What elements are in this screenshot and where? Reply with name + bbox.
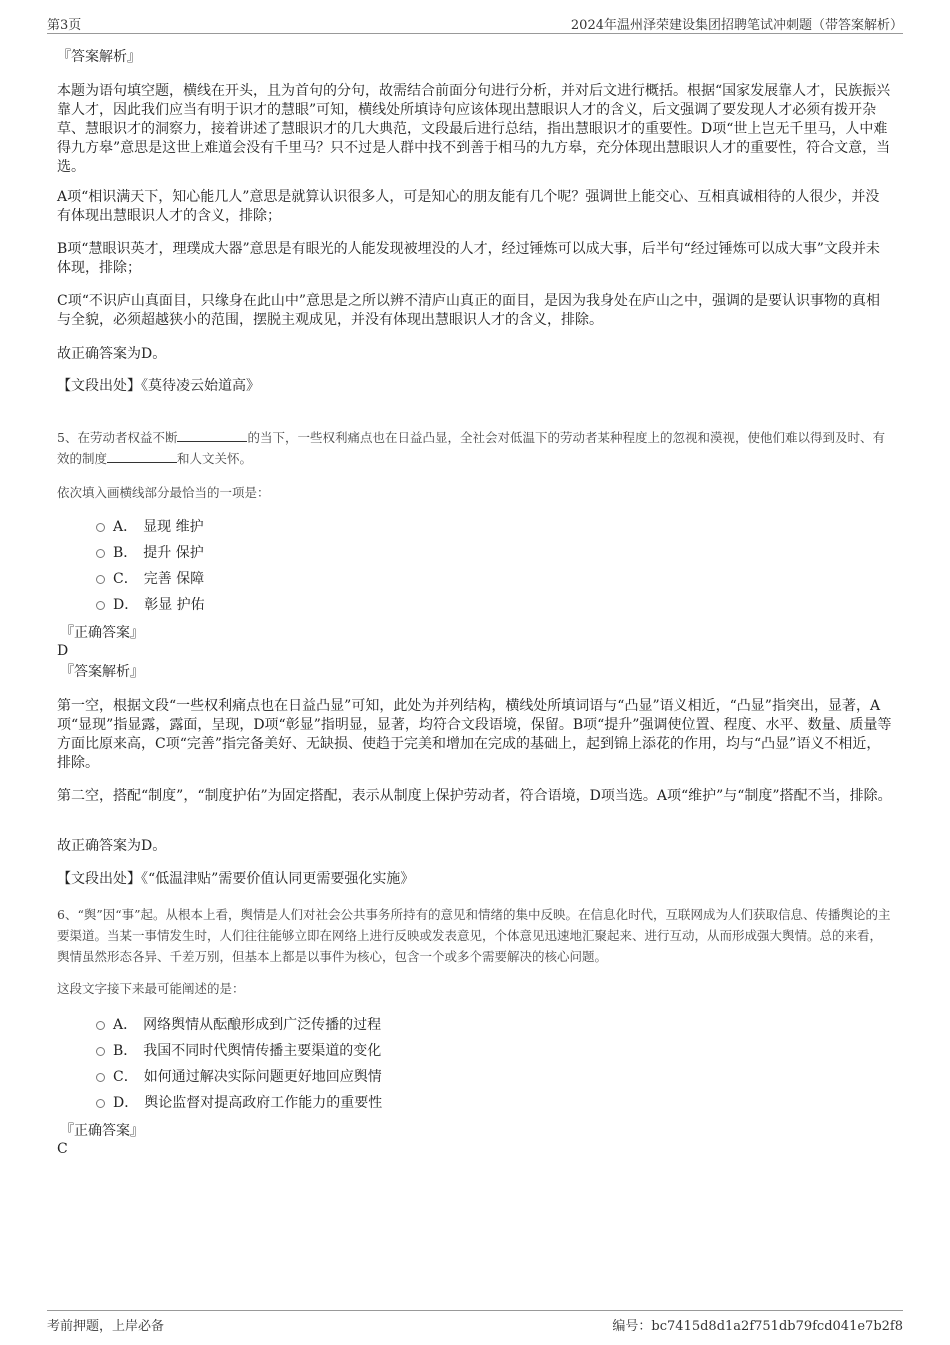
option-letter: A． (113, 1017, 138, 1033)
radio-icon[interactable] (96, 549, 105, 558)
option-b[interactable] (96, 544, 796, 562)
option-letter: A． (113, 519, 138, 535)
footer-slogan: 考前押题，上岸必备 (47, 1319, 165, 1334)
analysis-option-b: B项“慧眼识英才，理璞成大器”意思是有眼光的人能发现被埋没的人才，经过锤炼可以成大事，后半句“经过锤炼可以成大事”文段并未体现，排除； (57, 241, 880, 276)
analysis-paragraph: 第一空，根据文段“一些权利痛点也在日益凸显”可知，此处为并列结构，横线处所填词语与“凸显”语义相近，“凸显”指突出，显著，A项“显现”指显露，露面，呈现，D项“彰显”指明显，显著，均符合文段语境，保留。B项“提升”强调使位置、程度、水平、数量、质量等方面比原来高，C项“完善”指完备美好、无缺损、使趋于完美和增加在完成的基础上，起到锦上添花的作用，均与“凸显”语义不相近，排除。 (57, 698, 892, 771)
question-stem: 6、“舆”因“事”起。从根本上看，舆情是人们对社会公共事务所持有的意见和情绪的集中反映。在信息化时代，互联网成为人们获取信息、传播舆论的主要渠道。当某一事情发生时，人们往往能够立即在网络上进行反映或发表意见，个体意见迅速地汇聚起来、进行互动，从而形成强大舆情。总的来看，舆情虽然形态各异、千差万别，但基本上都是以事件为核心，包含一个或多个需要解决的核心问题。 (57, 907, 891, 964)
analysis-label: 『答案解析』 (57, 49, 141, 65)
option-text: 我国不同时代舆情传播主要渠道的变化 (143, 1043, 382, 1059)
question-stem (57, 427, 893, 469)
option-text: 提升 保护 (143, 545, 204, 561)
source-citation: 【文段出处】《莫待凌云始道高》 (57, 378, 260, 394)
document-title: 2024年温州泽荣建设集团招聘笔试冲刺题（带答案解析） (570, 18, 903, 33)
option-a[interactable] (96, 1016, 796, 1034)
answer-label: 『正确答案』 (60, 625, 144, 641)
source-citation: 【文段出处】《“低温津贴”需要价值认同更需要强化实施》 (57, 871, 415, 887)
option-b[interactable] (96, 1042, 796, 1060)
stem-part: 的当下，一些权利痛点也在日益凸显，全社会对低温下的劳动者某种程度上的忽视和漠视，使他们难以得到及时、有效的制度 (57, 430, 885, 466)
option-text: 网络舆情从酝酿形成到广泛传播的过程 (143, 1017, 382, 1033)
conclusion: 故正确答案为D。 (57, 838, 167, 854)
radio-icon[interactable] (96, 1073, 105, 1082)
radio-icon[interactable] (96, 1099, 105, 1108)
conclusion: 故正确答案为D。 (57, 346, 167, 362)
radio-icon[interactable] (96, 1047, 105, 1056)
option-c[interactable] (96, 570, 796, 588)
correct-answer: D (57, 643, 69, 659)
option-text: 显现 维护 (143, 519, 204, 535)
radio-icon[interactable] (96, 601, 105, 610)
option-letter: D． (113, 1095, 139, 1111)
fill-blank (107, 451, 177, 463)
page-number: 第3页 (47, 18, 82, 33)
option-c[interactable] (96, 1068, 796, 1086)
radio-icon[interactable] (96, 1021, 105, 1030)
analysis-paragraph: 本题为语句填空题，横线在开头，且为首句的分句，故需结合前面分句进行分析，并对后文进行概括。根据“国家发展靠人才，民族振兴靠人才，因此我们应当有明于识才的慧眼”可知，横线处所填诗句应该体现出慧眼识人才的含义，后文强调了要发现人才必须有拨开杂草、慧眼识才的洞察力，接着讲述了慧眼识才的几大典范，文段最后进行总结，指出慧眼识才的重要性。D项“世上岂无千里马，人中难得九方皋”意思是这世上难道会没有千里马？只不过是人群中找不到善于相马的九方皋，充分体现出慧眼识人才的重要性，符合文意，当选。 (57, 83, 891, 175)
fill-blank (177, 430, 247, 442)
radio-icon[interactable] (96, 575, 105, 584)
analysis-paragraph: 第二空，搭配“制度”，“制度护佑”为固定搭配，表示从制度上保护劳动者，符合语境，D项当选。A项“维护”与“制度”搭配不当，排除。 (57, 788, 892, 804)
option-text: 彰显 护佑 (144, 597, 205, 613)
option-letter: B． (113, 1043, 138, 1059)
option-letter: B． (113, 545, 138, 561)
stem-part: 和人文关怀。 (177, 451, 253, 466)
option-letter: D． (113, 597, 139, 613)
page-header (47, 14, 903, 34)
correct-answer: C (57, 1141, 68, 1157)
document-id: 编号：bc7415d8d1a2f751db79fcd041e7b2f8 (612, 1319, 903, 1334)
analysis-option-a: A项“相识满天下，知心能几人”意思是就算认识很多人，可是知心的朋友能有几个呢？强调世上能交心、互相真诚相待的人很少，并没有体现出慧眼识人才的含义，排除； (57, 189, 880, 224)
option-text: 完善 保障 (143, 571, 205, 587)
analysis-label: 『答案解析』 (60, 664, 144, 680)
radio-icon[interactable] (96, 523, 105, 532)
option-d[interactable] (96, 596, 796, 614)
option-letter: C． (113, 571, 138, 587)
option-a[interactable] (96, 518, 796, 536)
option-letter: C． (113, 1069, 138, 1085)
answer-label: 『正确答案』 (60, 1123, 144, 1139)
option-text: 舆论监督对提高政府工作能力的重要性 (144, 1095, 383, 1111)
option-d[interactable] (96, 1094, 796, 1112)
analysis-option-c: C项“不识庐山真面目，只缘身在此山中”意思是之所以辨不清庐山真正的面目，是因为我身处在庐山之中，强调的是要认识事物的真相与全貌，必须超越狭小的范围，摆脱主观成见，并没有体现出慧眼识人才的含义，排除。 (57, 293, 881, 328)
option-text: 如何通过解决实际问题更好地回应舆情 (143, 1069, 382, 1085)
question-prompt: 这段文字接下来最可能阐述的是： (57, 981, 245, 996)
stem-part: 5、在劳动者权益不断 (57, 430, 178, 445)
page-footer (47, 1310, 903, 1334)
question-prompt: 依次填入画横线部分最恰当的一项是： (57, 485, 270, 500)
